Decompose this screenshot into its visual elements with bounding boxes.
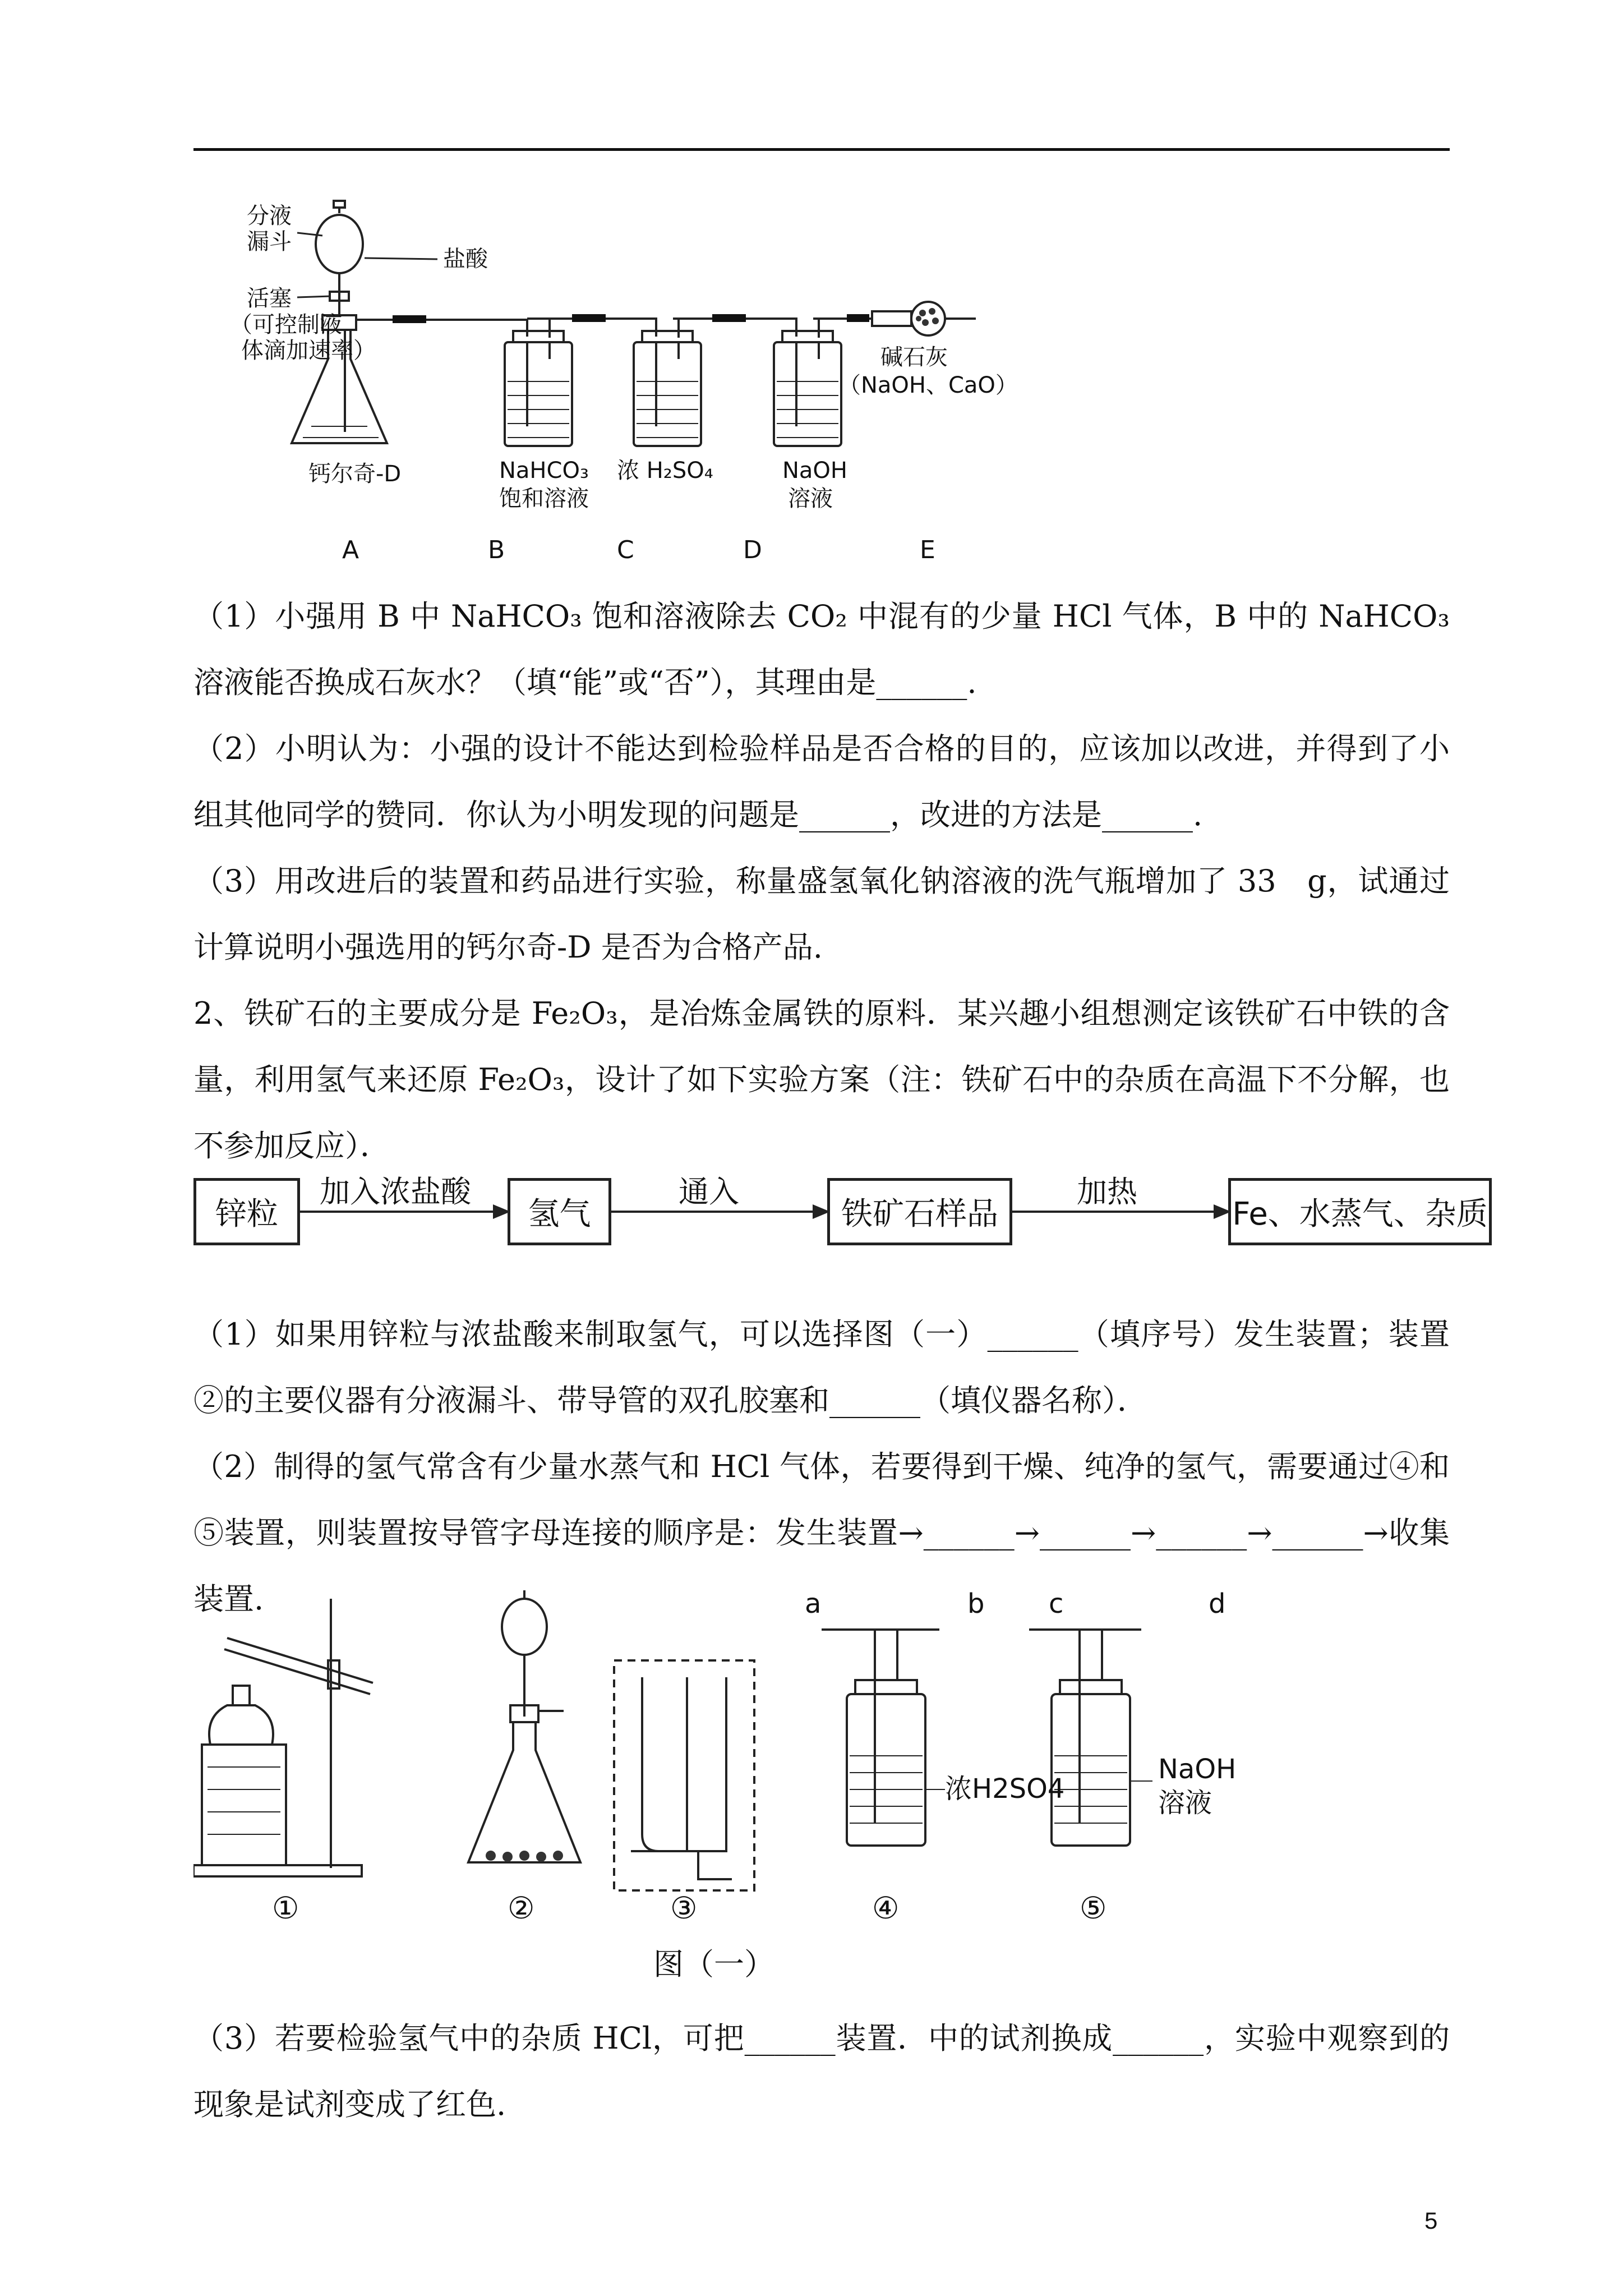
port-d: d <box>1209 1588 1226 1619</box>
device-number-4: ④ <box>872 1890 900 1926</box>
letter-d: D <box>743 536 762 564</box>
figure-caption: 图（一） <box>653 1947 774 1982</box>
label-funnel-1: 分液 <box>247 203 292 229</box>
reagent-4-label: 浓H2SO4 <box>945 1773 1065 1805</box>
label-d-reagent-2: 溶液 <box>788 486 833 512</box>
reagent-5-label-1: NaOH <box>1158 1754 1237 1785</box>
question1-1: （1）小强用 B 中 NaHCO₃ 饱和溶液除去 CO₂ 中混有的少量 HCl 气体，B 中的 NaHCO₃ 溶液能否换成石灰水？（填“能”或“否”），其理由是______. <box>193 599 1450 700</box>
arrow-label-add-acid: 加入浓盐酸 <box>320 1174 471 1209</box>
label-d-reagent-1: NaOH <box>782 458 847 484</box>
problem2-intro: 2、铁矿石的主要成分是 Fe₂O₃，是冶炼金属铁的原料．某兴趣小组想测定该铁矿石中铁的含量，利用氢气来还原 Fe₂O₃，设计了如下实验方案（注：铁矿石中的杂质在高温下不分解，也不参加反应）． <box>193 996 1450 1163</box>
page-number: 5 <box>1424 2207 1438 2234</box>
label-b-reagent-2: 饱和溶液 <box>499 486 589 512</box>
label-valve-3: 体滴加速率） <box>241 338 376 364</box>
port-a: a <box>805 1588 822 1619</box>
device-number-3: ③ <box>670 1890 698 1926</box>
label-e-reagent-1: 碱石灰 <box>880 344 948 370</box>
port-b: b <box>967 1588 985 1619</box>
arrow-label-heat: 加热 <box>1077 1174 1137 1209</box>
question2-3: （3）若要检验氢气中的杂质 HCl，可把______装置．中的试剂换成______，实验中观察到的现象是试剂变成了红色. <box>193 2021 1450 2122</box>
label-valve-2: （可控制液 <box>230 312 342 338</box>
problem1-questions <box>193 583 1450 1179</box>
device-number-2: ② <box>508 1890 535 1926</box>
label-c-reagent: 浓 H₂SO₄ <box>617 458 713 484</box>
question1-2: （2）小明认为：小强的设计不能达到检验样品是否合格的目的，应该加以改进，并得到了小组其他同学的赞同．你认为小明发现的问题是______，改进的方法是______. <box>193 731 1450 832</box>
device-number-1: ① <box>272 1890 299 1926</box>
header-rule <box>193 148 1450 151</box>
letter-b: B <box>488 536 505 564</box>
device-number-5: ⑤ <box>1080 1890 1107 1926</box>
label-acid: 盐酸 <box>443 246 488 272</box>
label-funnel-2: 漏斗 <box>247 229 292 255</box>
label-e-reagent-2: （NaOH、CaO） <box>838 372 1018 398</box>
reagent-5-label-2: 溶液 <box>1158 1787 1212 1819</box>
flow-box-zinc: 锌粒 <box>193 1178 300 1245</box>
flow-box-ore: 铁矿石样品 <box>827 1178 1012 1245</box>
question1-3: （3）用改进后的装置和药品进行实验，称量盛氢氧化钠溶液的洗气瓶增加了 33 g，试通过计算说明小强选用的钙尔奇-D 是否为合格产品. <box>193 863 1450 965</box>
port-c: c <box>1049 1588 1064 1619</box>
letter-a: A <box>342 536 359 564</box>
label-flask: 钙尔奇-D <box>308 461 402 487</box>
problem2-questions-b <box>193 2005 1450 2138</box>
flow-box-hydrogen: 氢气 <box>508 1178 611 1245</box>
problem2-questions-a <box>193 1301 1450 1632</box>
question2-1: （1）如果用锌粒与浓盐酸来制取氢气，可以选择图（一）______（填序号）发生装置；装置②的主要仪器有分液漏斗、带导管的双孔胶塞和______（填仪器名称）． <box>193 1317 1450 1418</box>
arrow-label-pass-in: 通入 <box>679 1174 739 1209</box>
letter-e: E <box>920 536 935 564</box>
question2-2: （2）制得的氢气常含有少量水蒸气和 HCl 气体，若要得到干燥、纯净的氢气，需要通过④和⑤装置，则装置按导管字母连接的顺序是：发生装置→______→______→______→______→收集装置. <box>193 1449 1450 1617</box>
apparatus-figure-2 <box>193 1588 1315 1991</box>
apparatus-figure-1 <box>224 191 1054 583</box>
flow-box-products: Fe、水蒸气、杂质 <box>1228 1178 1492 1245</box>
label-b-reagent-1: NaHCO₃ <box>499 458 589 484</box>
letter-c: C <box>617 536 634 564</box>
label-valve-1: 活塞 <box>247 286 292 311</box>
process-flowchart <box>193 1172 1506 1251</box>
